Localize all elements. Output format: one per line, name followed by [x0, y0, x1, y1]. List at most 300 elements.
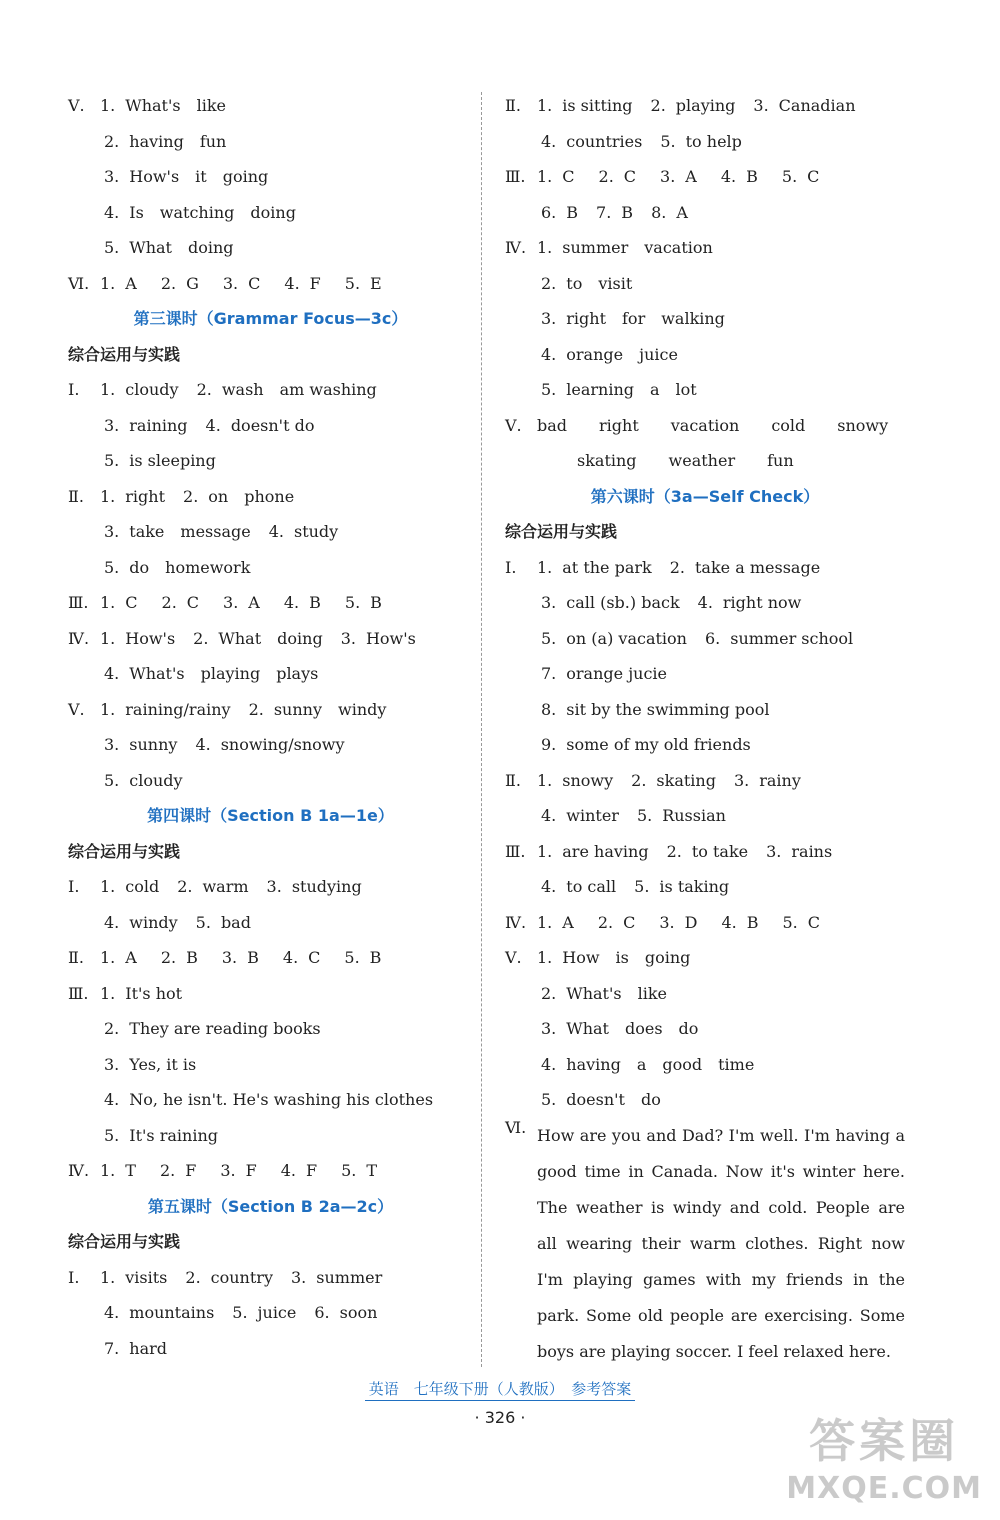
answer-text: A	[562, 912, 574, 932]
answer-text: rains	[791, 841, 833, 861]
item-number: 2.	[193, 628, 209, 648]
answer-item	[631, 763, 716, 799]
item-number: 8.	[541, 699, 557, 719]
answer-text: A	[685, 167, 697, 186]
item-number: 1.	[537, 167, 553, 186]
item-number: 2.	[177, 877, 193, 896]
item-number: 3.	[223, 593, 239, 612]
page-number: · 326 ·	[474, 1408, 526, 1427]
answer-item	[100, 1153, 136, 1189]
answer-row	[505, 727, 905, 763]
answer-text: C	[308, 948, 321, 967]
answer-item	[100, 266, 137, 302]
item-number: 1.	[537, 770, 553, 790]
answer-item	[284, 585, 321, 621]
item-number: 8.	[651, 202, 667, 222]
answer-item	[185, 1260, 273, 1296]
roman-numeral: Ⅰ.	[68, 380, 80, 399]
answer-item	[220, 1153, 256, 1189]
answer-row	[505, 976, 905, 1012]
answer-item	[161, 940, 198, 976]
answer-row	[68, 1153, 473, 1189]
answer-row	[68, 869, 473, 905]
answer-item	[537, 940, 690, 976]
section-heading: 综合运用与实践	[68, 344, 181, 364]
answer-text: G	[186, 273, 199, 293]
answer-item	[249, 692, 387, 728]
item-number: 5.	[541, 380, 557, 399]
answer-row	[505, 656, 905, 692]
answer-text: E	[370, 273, 382, 293]
answer-item	[160, 1153, 196, 1189]
answer-text: It's raining	[129, 1125, 218, 1145]
answer-word: having	[129, 131, 184, 151]
item-number: 2.	[104, 131, 120, 151]
answer-row	[68, 266, 473, 302]
watermark-url: MXQE.COM	[786, 1471, 982, 1506]
item-number: 4.	[280, 1161, 296, 1180]
item-number: 4.	[104, 202, 120, 222]
roman-numeral: Ⅲ.	[505, 841, 526, 861]
answer-word: How's	[129, 167, 180, 186]
answer-item	[541, 1082, 661, 1118]
answer-item	[541, 976, 667, 1012]
answer-row	[505, 621, 905, 657]
item-number: 3.	[659, 912, 675, 932]
answer-row	[68, 159, 473, 195]
answer-text: B	[186, 948, 198, 967]
answer-row	[505, 692, 905, 728]
answer-text: bad	[220, 912, 251, 932]
left-column	[68, 88, 473, 1366]
answer-row	[68, 1295, 473, 1331]
section-heading: 综合运用与实践	[505, 522, 618, 541]
item-number: 3.	[266, 877, 282, 896]
answer-item	[705, 621, 853, 657]
answer-row	[68, 88, 473, 124]
answer-item	[345, 585, 382, 621]
answer-item	[541, 372, 697, 408]
answer-item	[537, 834, 649, 870]
answer-item	[541, 337, 678, 373]
answer-word: it	[195, 167, 207, 186]
item-number: 3.	[733, 770, 750, 790]
answer-item	[104, 1082, 433, 1118]
answer-text: F	[185, 1161, 197, 1180]
answer-item	[284, 266, 320, 302]
lesson-heading: 第五课时（Section B 2a—2c）	[147, 1196, 394, 1216]
roman-numeral: Ⅲ.	[68, 983, 89, 1003]
answer-item	[782, 159, 820, 195]
answer-text: B	[370, 593, 382, 612]
lesson-heading: 第三课时（Grammar Focus—3c）	[133, 309, 408, 328]
item-number: 1.	[100, 380, 116, 399]
answer-row	[68, 621, 473, 657]
item-number: 3.	[541, 1019, 557, 1038]
item-number: 1.	[537, 841, 553, 861]
roman-numeral: Ⅴ.	[505, 415, 522, 435]
answer-item	[651, 195, 688, 231]
answer-text: A	[676, 202, 688, 222]
paragraph-text: How are you and Dad? I'm well. I'm having a good time in Canada. Now it's winter here. The weather is windy and cold. People are all wearing their warm clothes. Right now I'm playing games with my friends in the park. Some old people are exercising. Some boys are playing soccer. I feel relaxed here.	[537, 1125, 905, 1361]
answer-text: C	[807, 912, 820, 932]
item-number: 5.	[781, 167, 798, 186]
answer-text: is sleeping	[129, 451, 216, 470]
item-number: 3.	[753, 96, 769, 115]
answer-item	[100, 621, 175, 657]
answer-text: A	[248, 593, 260, 612]
answer-row	[68, 1011, 473, 1047]
answer-word: Is	[129, 202, 144, 222]
answer-item	[537, 550, 652, 586]
answer-item	[104, 1047, 196, 1083]
item-number: 3.	[766, 841, 782, 861]
answer-text: summer	[316, 1267, 383, 1287]
roman-numeral: Ⅴ.	[68, 96, 85, 115]
answer-text: They are reading books	[129, 1019, 321, 1038]
item-number: 1.	[100, 948, 116, 967]
answer-item	[177, 869, 248, 905]
item-number: 4.	[268, 522, 284, 541]
answer-item	[667, 834, 749, 870]
answer-text: on phone	[208, 486, 295, 506]
answer-item	[104, 1011, 321, 1047]
item-number: 1.	[100, 96, 116, 115]
item-number: 3.	[104, 522, 120, 541]
answer-text: sunny	[129, 735, 178, 754]
answer-text: windy	[129, 912, 178, 932]
answer-row	[505, 798, 905, 834]
answer-text: doesn't do	[230, 415, 315, 435]
item-number: 5.	[636, 806, 653, 825]
item-number: 2.	[541, 983, 557, 1003]
item-number: 5.	[104, 1125, 120, 1145]
item-number: 4.	[541, 344, 557, 364]
footer-title: 英语 七年级下册（人教版） 参考答案	[0, 1378, 1000, 1399]
answer-item	[598, 905, 636, 941]
answer-text: rainy	[759, 770, 801, 790]
answer-item	[782, 905, 820, 941]
item-number: 2.	[159, 1161, 176, 1180]
answer-text: snowing/snowy	[220, 735, 345, 754]
answer-text: F	[245, 1161, 257, 1180]
item-number: 1.	[537, 96, 553, 115]
answer-text: are having	[562, 841, 649, 861]
roman-numeral: Ⅳ.	[68, 1161, 90, 1180]
roman-numeral: Ⅰ.	[505, 557, 517, 577]
answer-text: C	[623, 912, 636, 932]
item-number: 3.	[104, 735, 120, 754]
item-number: 4.	[720, 167, 737, 186]
answer-row	[68, 443, 473, 479]
answer-item	[100, 1260, 167, 1296]
answer-text: C	[623, 167, 637, 186]
answer-item	[634, 869, 729, 905]
answer-item	[541, 727, 751, 763]
answer-item	[596, 195, 633, 231]
roman-numeral: Ⅰ.	[68, 1267, 80, 1287]
answer-row	[505, 266, 905, 302]
item-number: 5.	[634, 877, 650, 896]
item-number: 2.	[669, 557, 685, 577]
answer-text: take message	[129, 522, 251, 541]
answer-text: cloudy	[129, 770, 183, 790]
answer-item	[223, 585, 260, 621]
answer-item	[541, 585, 680, 621]
answer-text: hard	[129, 1338, 167, 1358]
item-number: 9.	[541, 735, 557, 754]
item-number: 1.	[537, 557, 553, 577]
item-number: 2.	[631, 770, 647, 790]
answer-item	[341, 621, 416, 657]
answer-row	[505, 1047, 905, 1083]
answer-text: playing	[675, 96, 736, 115]
item-number: 4.	[104, 1090, 120, 1109]
answer-text: having a good time	[566, 1054, 755, 1074]
answer-item	[651, 88, 736, 124]
item-number: 2.	[160, 273, 177, 293]
answer-item	[537, 88, 633, 124]
answer-item	[223, 266, 261, 302]
section-heading: 综合运用与实践	[68, 841, 181, 861]
answer-text: Yes, it is	[129, 1054, 197, 1074]
section-heading: 综合运用与实践	[68, 1232, 181, 1251]
answer-row	[68, 656, 473, 692]
item-number: 3.	[290, 1267, 307, 1287]
item-number: 5.	[344, 593, 361, 612]
answer-item	[193, 621, 323, 657]
answer-row	[505, 869, 905, 905]
answer-item	[541, 301, 725, 337]
item-number: 4.	[697, 593, 713, 612]
answer-text: to call	[566, 877, 617, 896]
answer-text: countries	[566, 131, 643, 151]
item-number: 1.	[100, 273, 116, 293]
answer-item	[753, 88, 855, 124]
answer-text: snowy	[562, 770, 614, 790]
answer-row	[68, 1118, 473, 1154]
answer-text: How's	[125, 628, 176, 648]
answer-text: learning a lot	[566, 380, 697, 399]
answer-item	[104, 656, 318, 692]
answer-row	[68, 1082, 473, 1118]
answer-text: C	[807, 167, 820, 186]
item-number: 5.	[232, 1303, 248, 1322]
roman-numeral: Ⅳ.	[505, 912, 527, 932]
answer-text: It's hot	[125, 983, 183, 1003]
right-column	[505, 88, 905, 1370]
answer-row	[68, 1260, 473, 1296]
answer-word: going	[222, 167, 269, 186]
roman-numeral: Ⅳ.	[68, 628, 90, 648]
answer-text: B	[309, 593, 321, 612]
answer-row	[68, 230, 473, 266]
word-bank: bad right vacation cold snowy	[537, 415, 889, 435]
answer-item	[100, 372, 179, 408]
watermark	[786, 1405, 982, 1506]
answer-item	[104, 763, 183, 799]
answer-item	[183, 479, 294, 515]
answer-item	[291, 1260, 382, 1296]
answer-text: juice	[257, 1303, 297, 1322]
answer-text: orange jucie	[566, 664, 667, 683]
answer-text: on (a) vacation	[566, 628, 687, 648]
answer-text: raining/rainy	[125, 699, 231, 719]
answer-row	[505, 940, 905, 976]
answer-row	[505, 834, 905, 870]
answer-item	[537, 230, 713, 266]
answer-item	[541, 798, 619, 834]
item-number: 4.	[104, 664, 120, 683]
answer-item	[660, 159, 697, 195]
item-number: 1.	[537, 912, 553, 932]
roman-numeral: Ⅲ.	[68, 593, 89, 612]
answer-item	[766, 834, 832, 870]
answer-word: fun	[199, 131, 227, 151]
answer-text: right for walking	[566, 309, 725, 328]
answer-text: do homework	[129, 557, 251, 577]
answer-row	[68, 976, 473, 1012]
answer-item	[162, 585, 200, 621]
item-number: 2.	[185, 1267, 201, 1287]
watermark-logo: 答案圈	[809, 1414, 960, 1468]
item-number: 6.	[314, 1303, 330, 1322]
item-number: 5.	[195, 912, 211, 932]
answer-row	[505, 443, 905, 479]
item-number: 3.	[340, 628, 356, 648]
answer-item	[104, 514, 251, 550]
answer-text: wash am washing	[221, 380, 377, 399]
answer-text: mountains	[129, 1303, 215, 1322]
item-number: 4.	[104, 912, 120, 932]
answer-row	[505, 763, 905, 799]
answer-row	[68, 585, 473, 621]
item-number: 5.	[104, 451, 120, 470]
word-bank: skating weather fun	[577, 451, 794, 470]
answer-row	[68, 514, 473, 550]
roman-numeral: Ⅵ.	[68, 273, 90, 293]
roman-numeral: Ⅱ.	[68, 486, 84, 506]
item-number: 7.	[541, 664, 557, 683]
answer-row	[68, 124, 473, 160]
answer-text: B	[369, 948, 382, 967]
answer-item	[541, 656, 667, 692]
answer-item	[314, 1295, 377, 1331]
item-number: 2.	[161, 593, 177, 612]
answer-row	[505, 1082, 905, 1118]
answer-item	[541, 869, 616, 905]
item-number: 5.	[782, 912, 798, 932]
answer-item	[100, 940, 137, 976]
item-number: 2.	[666, 841, 682, 861]
answer-text: A	[125, 273, 137, 293]
answer-text: T	[366, 1161, 377, 1180]
item-number: 5.	[104, 238, 120, 257]
answer-row	[505, 124, 905, 160]
answer-row	[68, 940, 473, 976]
item-number: 5.	[541, 1090, 557, 1109]
answer-row	[505, 905, 905, 941]
roman-numeral: Ⅱ.	[505, 96, 521, 115]
answer-text: T	[125, 1161, 136, 1180]
answer-item	[541, 1047, 754, 1083]
answer-row	[68, 1331, 473, 1367]
item-number: 1.	[100, 1267, 116, 1287]
item-number: 4.	[205, 415, 221, 435]
item-number: 1.	[100, 593, 116, 612]
item-number: 5.	[344, 273, 361, 293]
item-number: 3.	[660, 167, 676, 186]
answer-item	[537, 159, 575, 195]
answer-text: doesn't do	[566, 1090, 661, 1109]
item-number: 4.	[541, 877, 557, 896]
answer-text: C	[248, 273, 261, 293]
answer-row	[505, 585, 905, 621]
answer-item	[541, 195, 578, 231]
answer-item	[195, 727, 344, 763]
answer-text: orange juice	[566, 344, 678, 364]
answer-text: cloudy	[125, 380, 179, 399]
answer-item	[599, 159, 637, 195]
answer-item	[345, 266, 382, 302]
roman-numeral: Ⅱ.	[68, 948, 84, 967]
answer-text: at the park	[562, 557, 652, 577]
item-number: 4.	[283, 593, 300, 612]
answer-text: skating	[656, 770, 716, 790]
item-number: 3.	[541, 593, 557, 612]
answer-row	[505, 301, 905, 337]
roman-numeral: Ⅴ.	[68, 699, 85, 719]
answer-text: cold	[125, 877, 160, 896]
item-number: 4.	[282, 948, 299, 967]
roman-numeral: Ⅲ.	[505, 167, 526, 186]
answer-item	[100, 479, 165, 515]
roman-numeral: Ⅵ.	[505, 1117, 527, 1137]
answer-text: sunny windy	[273, 699, 387, 719]
item-number: 1.	[100, 877, 116, 896]
answer-item	[670, 550, 820, 586]
item-number: 2.	[183, 486, 199, 506]
answer-text: A	[125, 948, 137, 967]
answer-text: D	[684, 912, 698, 932]
answer-item	[100, 976, 182, 1012]
item-number: 1.	[100, 628, 116, 648]
answer-text: to take	[691, 841, 749, 861]
item-number: 6.	[704, 628, 721, 648]
answer-row	[505, 550, 905, 586]
answer-text: take a message	[695, 557, 821, 577]
item-number: 5.	[104, 770, 120, 790]
roman-numeral: Ⅱ.	[505, 770, 521, 790]
answer-word: watching	[159, 202, 235, 222]
answer-text: visits	[125, 1267, 168, 1287]
answer-text: How's	[365, 628, 416, 648]
answer-text: Canadian	[778, 96, 856, 115]
answer-item	[269, 514, 339, 550]
item-number: 2.	[160, 948, 177, 967]
answer-text: What's like	[566, 983, 667, 1003]
answer-item	[104, 1331, 167, 1367]
answer-text: summer school	[730, 628, 854, 648]
lesson-heading: 第四课时（Section B 1a—1e）	[147, 806, 394, 825]
answer-row	[68, 550, 473, 586]
answer-text: C	[562, 167, 575, 186]
item-number: 2.	[248, 699, 264, 719]
item-number: 3.	[220, 1161, 236, 1180]
answer-row	[505, 408, 905, 444]
answer-text: studying	[291, 877, 362, 896]
answer-item	[161, 266, 199, 302]
